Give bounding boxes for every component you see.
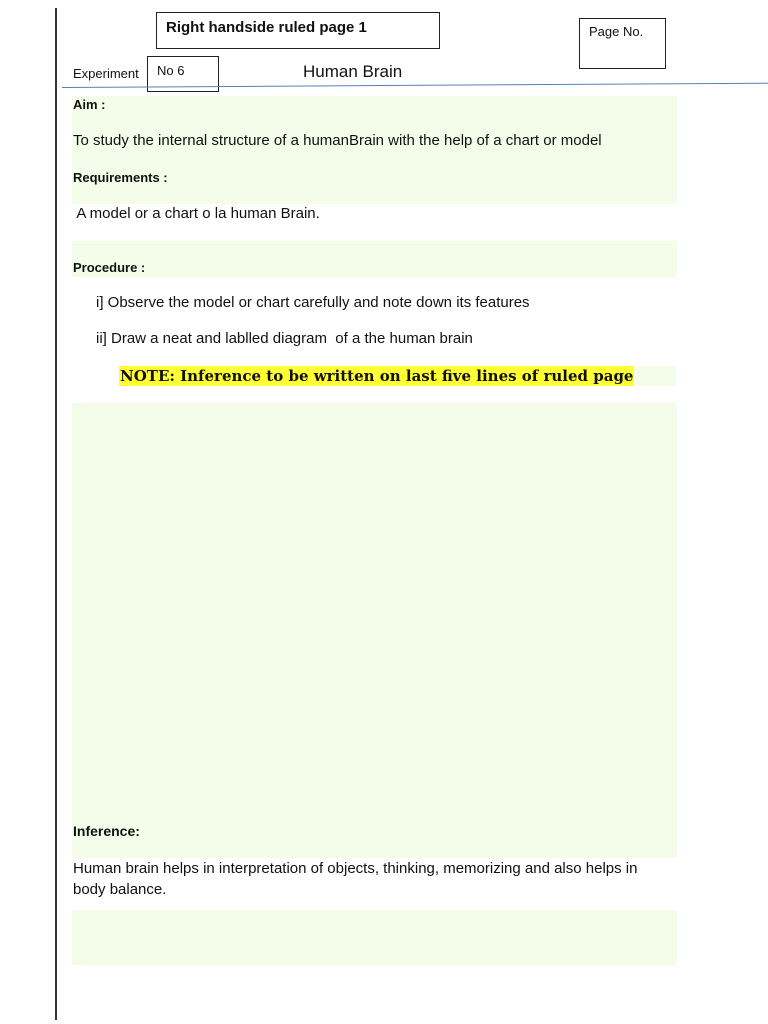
note-row: [119, 366, 676, 386]
procedure-step: i] Observe the model or chart carefully and note down its features: [96, 294, 530, 311]
bottom-band: [72, 910, 677, 965]
inference-text: Human brain helps in interpretation of objects, thinking, memorizing and also helps in body balance.: [73, 860, 638, 898]
diagram-area: [72, 403, 677, 858]
experiment-number: No 6: [157, 63, 185, 78]
procedure-band: [72, 241, 677, 277]
procedure-label: Procedure :: [73, 260, 146, 275]
margin-line: [55, 8, 57, 1020]
note-text: NOTE: Inference to be written on last five lines of ruled page: [120, 367, 634, 385]
procedure-step: ii] Draw a neat and lablled diagram of a the human brain: [96, 330, 473, 347]
experiment-title: Human Brain: [303, 62, 403, 81]
aim-text: To study the internal structure of a humanBrain with the help of a chart or model: [73, 132, 602, 149]
aim-band: [72, 96, 677, 204]
page-number-label: Page No.: [589, 24, 644, 39]
aim-label: Aim :: [73, 97, 106, 112]
requirements-label: Requirements :: [73, 170, 168, 185]
title-box: [156, 12, 440, 49]
inference-label: Inference:: [73, 823, 140, 839]
requirements-text: A model or a chart o la human Brain.: [73, 205, 320, 222]
experiment-label: Experiment: [73, 66, 139, 81]
page-number-box: [579, 18, 666, 69]
page-title: Right handside ruled page 1: [166, 19, 367, 36]
